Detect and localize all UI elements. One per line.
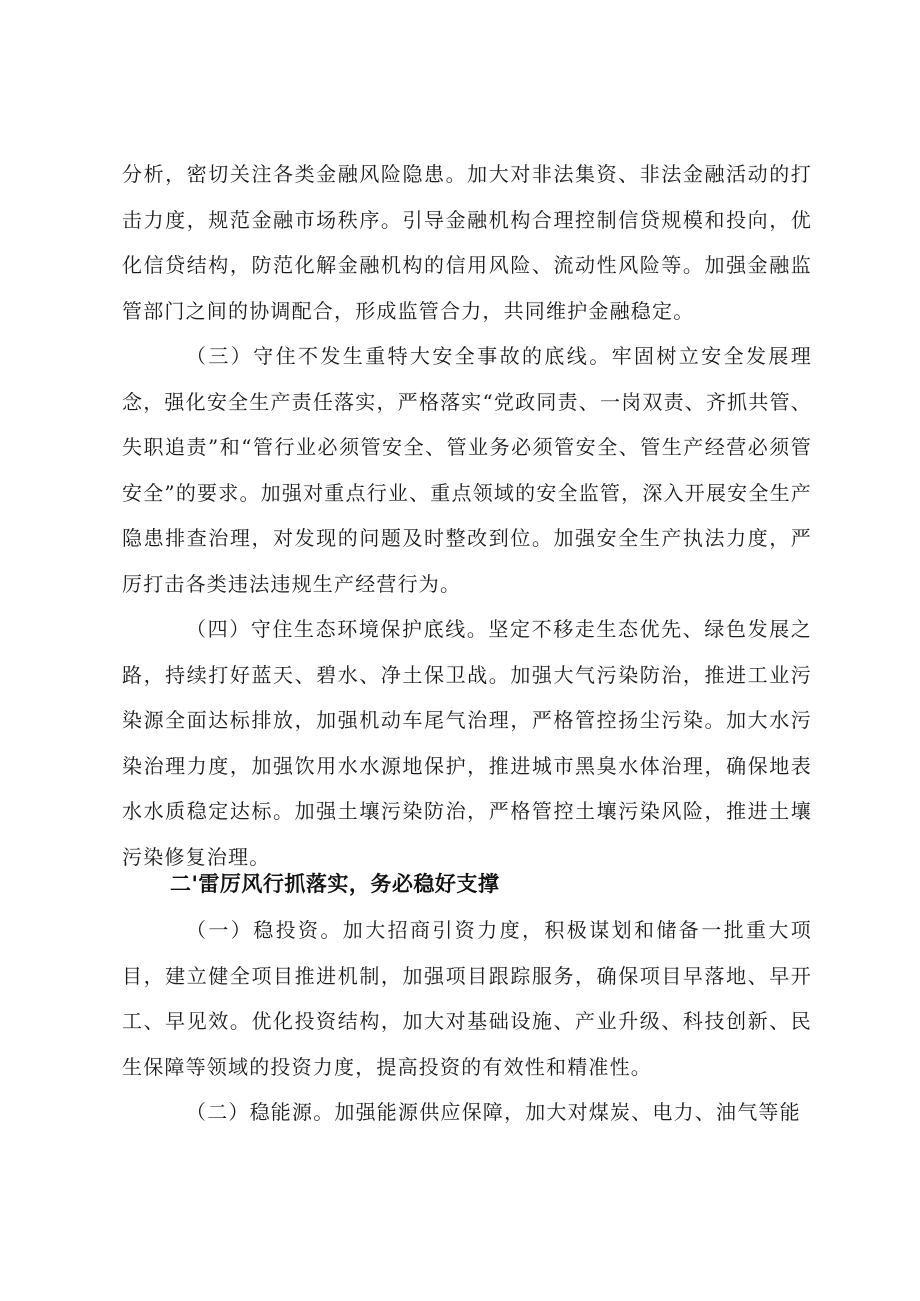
paragraph-ecology-baseline: （四）守住生态环境保护底线。坚定不移走生态优先、绿色发展之路，持续打好蓝天、碧水、净土保卫战。加强大气污染防治，推进工业污染源全面达标排放，加强机动车尾气治理，严格管控扬尘污染。加大水污染治理力度，加强饮用水水源地保护，推进城市黑臭水体治理，确保地表水水质稳定达标。加强土壤污染防治，严格管控土壤污染风险，推进土壤污染修复治理。 [122,617,812,869]
paragraph-finance-risk: 分析，密切关注各类金融风险隐患。加大对非法集资、非法金融活动的打击力度，规范金融市场秩序。引导金融机构合理控制信贷规模和投向，优化信贷结构，防范化解金融机构的信用风险、流动性风险等。加强金融监管部门之间的协调配合，形成监管合力，共同维护金融稳定。 [122,162,812,323]
paragraph-safety-baseline: （三）守住不发生重特大安全事故的底线。牢固树立安全发展理念，强化安全生产责任落实，严格落实“党政同责、一岗双责、齐抓共管、失职追责”和“管行业必须管安全、管业务必须管安全、管生产经营必须管安全”的要求。加强对重点行业、重点领域的安全监管，深入开展安全生产隐患排查治理，对发现的问题及时整改到位。加强安全生产执法力度，严厉打击各类违法违规生产经营行为。 [122,344,812,596]
paragraph-stabilize-investment: （一）稳投资。加大招商引资力度，积极谋划和储备一批重大项目，建立健全项目推进机制，加强项目跟踪服务，确保项目早落地、早开工、早见效。优化投资结构，加大对基础设施、产业升级、科技创新、民生保障等领域的投资力度，提高投资的有效性和精准性。 [122,918,812,1079]
section-heading: 二'雷厉风行抓落实，务必稳好支撑 [170,872,500,896]
body-text-top [122,152,812,880]
paragraph-stabilize-energy: （二）稳能源。加强能源供应保障，加大对煤炭、电力、油气等能 [186,1100,801,1124]
body-text-bottom [122,908,812,1136]
